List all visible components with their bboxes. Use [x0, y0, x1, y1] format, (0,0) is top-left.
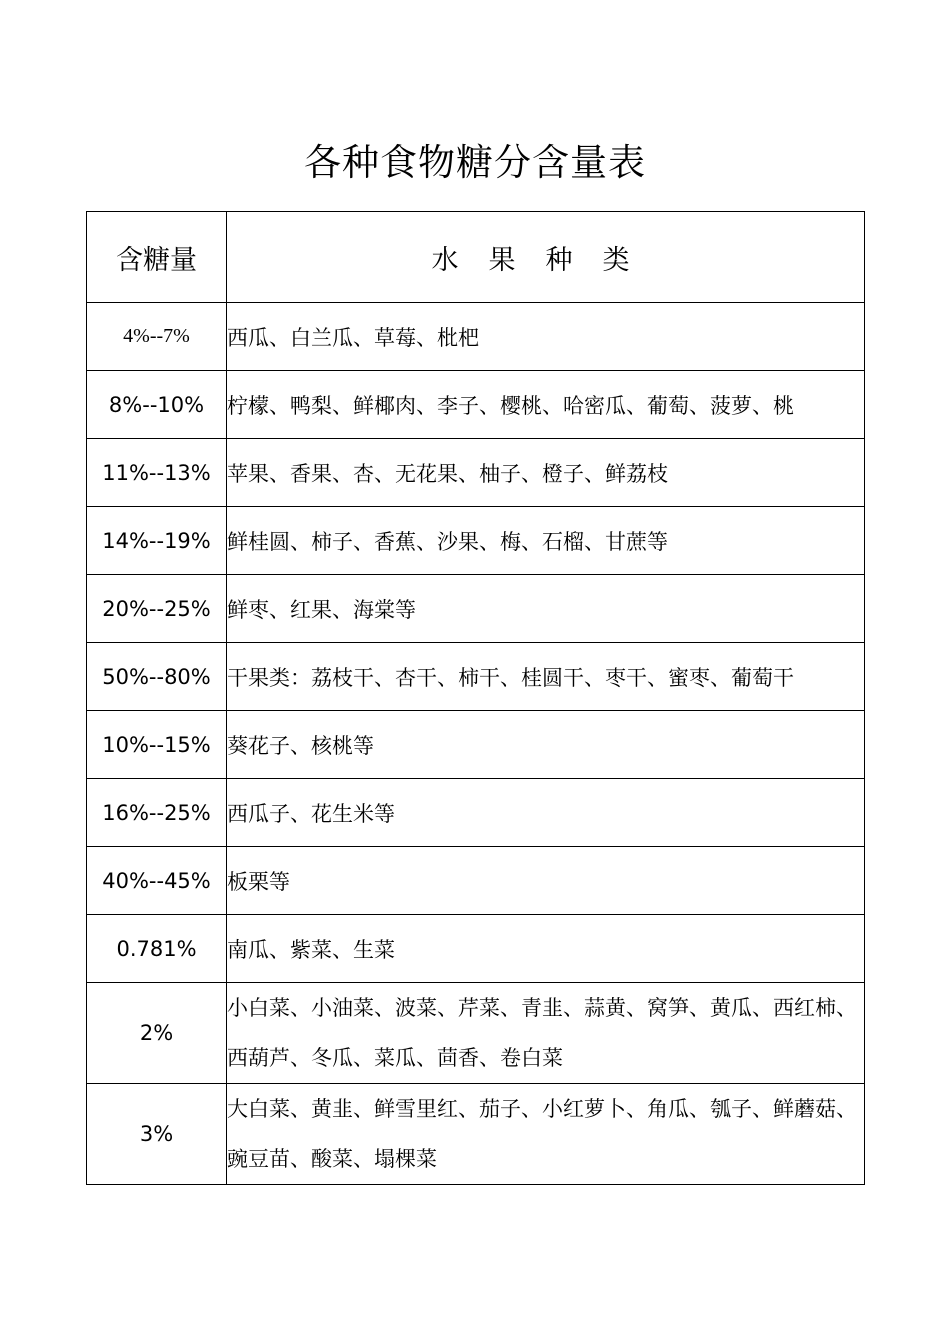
sugar-level-cell: 11%--13%: [87, 439, 227, 507]
table-header-row: [87, 212, 865, 303]
sugar-level-cell: 40%--45%: [87, 847, 227, 915]
table-row: [87, 643, 865, 711]
table-row: [87, 915, 865, 983]
sugar-level-cell: 8%--10%: [87, 371, 227, 439]
food-list-cell: 葵花子、核桃等: [227, 711, 865, 779]
table-row: [87, 1084, 865, 1185]
food-list-cell: 大白菜、黄韭、鲜雪里红、茄子、小红萝卜、角瓜、瓠子、鲜蘑菇、豌豆苗、酸菜、塌棵菜: [227, 1084, 865, 1185]
column-header-food-types: 水果种类: [227, 212, 865, 303]
food-list-cell: 苹果、香果、杏、无花果、柚子、橙子、鲜荔枝: [227, 439, 865, 507]
table-row: [87, 711, 865, 779]
food-list-cell: 南瓜、紫菜、生菜: [227, 915, 865, 983]
sugar-level-cell: 50%--80%: [87, 643, 227, 711]
page-title: 各种食物糖分含量表: [304, 140, 646, 184]
table-row: [87, 779, 865, 847]
food-list-cell: 西瓜、白兰瓜、草莓、枇杷: [227, 303, 865, 371]
column-header-sugar-level: 含糖量: [87, 212, 227, 303]
food-list-cell: 干果类：荔枝干、杏干、柿干、桂圆干、枣干、蜜枣、葡萄干: [227, 643, 865, 711]
food-list-cell: 鲜枣、红果、海棠等: [227, 575, 865, 643]
sugar-level-cell: 10%--15%: [87, 711, 227, 779]
table-row: [87, 507, 865, 575]
food-list-cell: 西瓜子、花生米等: [227, 779, 865, 847]
sugar-level-cell: 2%: [87, 983, 227, 1084]
table-row: [87, 575, 865, 643]
table-row: [87, 847, 865, 915]
sugar-level-cell: 0.781%: [87, 915, 227, 983]
sugar-level-cell: 16%--25%: [87, 779, 227, 847]
food-list-cell: 鲜桂圆、柿子、香蕉、沙果、梅、石榴、甘蔗等: [227, 507, 865, 575]
sugar-level-cell: 3%: [87, 1084, 227, 1185]
table-row: [87, 303, 865, 371]
food-list-cell: 柠檬、鸭梨、鲜椰肉、李子、樱桃、哈密瓜、葡萄、菠萝、桃: [227, 371, 865, 439]
food-list-cell: 小白菜、小油菜、波菜、芹菜、青韭、蒜黄、窝笋、黄瓜、西红柿、西葫芦、冬瓜、菜瓜、茴香、卷白菜: [227, 983, 865, 1084]
food-list-cell: 板栗等: [227, 847, 865, 915]
table-row: [87, 439, 865, 507]
sugar-level-cell: 14%--19%: [87, 507, 227, 575]
sugar-level-cell: 4%--7%: [87, 303, 227, 371]
sugar-content-table: [86, 211, 865, 1185]
sugar-level-cell: 20%--25%: [87, 575, 227, 643]
table-row: [87, 371, 865, 439]
table-row: [87, 983, 865, 1084]
